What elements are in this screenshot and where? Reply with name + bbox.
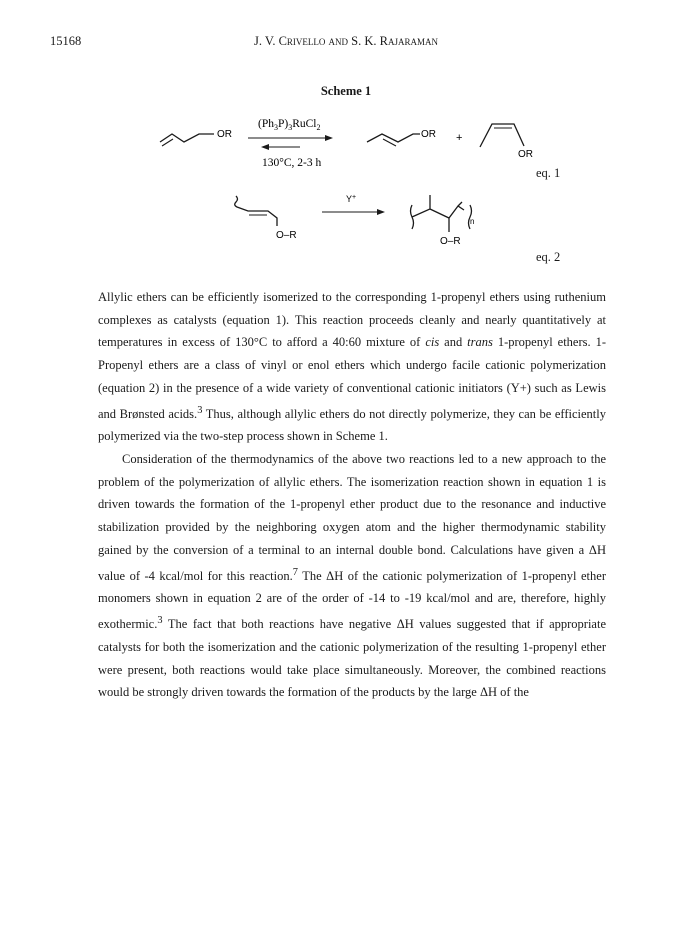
reference-mark: 7: [292, 566, 298, 578]
cis-product-or-label: OR: [518, 149, 533, 160]
equation-1-label: eq. 1: [536, 166, 561, 180]
plus-sign: +: [456, 132, 463, 144]
equilibrium-arrow: [248, 135, 333, 150]
propenyl-ether-monomer: [235, 196, 277, 226]
running-head: J. V. Crivello and S. K. Rajaraman: [254, 34, 438, 48]
polymer-repeat-unit: [411, 195, 475, 232]
body-text: [98, 286, 606, 704]
reagent-label: $(Ph_3P)_3RuCl_2$: [258, 118, 321, 132]
initiator-label: Y+: [346, 194, 357, 204]
paragraph-1: Allylic ethers can be efficiently isomerized to the corresponding 1-propenyl ethers using ruthenium complexes as catalysts (equation 1). This reaction proceeds cleanly and nearly quantitatively at temperatures in excess of 130°C to afford a 40:60 mixture of cis and trans 1-propenyl ethers. 1-Propenyl ethers are a class of vinyl or enol ethers which undergo facile cationic polymerization (equation 2) in the presence of a wide variety of conventional cationic initiators (Y+) such as Lewis and Brønsted acids.$^3$ Thus, although allylic ethers do not directly polymerize, they can be efficiently polymerized via the two-step process shown in Scheme 1.: [98, 290, 607, 444]
page-number: 15168: [50, 34, 82, 48]
allyl-ether-reactant: [160, 134, 214, 142]
paragraph-2: Consideration of the thermodynamics of the above two reactions led to a new approach to the problem of the polymerization of allylic ethers. The isomerization reaction shown in equation 1 is driven towards the formation of the 1-propenyl ether product due to the resonance and inductive stabilization provided by the neighboring oxygen atom and the higher thermodynamic stability gained by the conversion of a terminal to an internal double bond. Calculations have given a ΔH value of -4 kcal/mol for this reaction.$^7$ The ΔH of the cationic polymerization of 1-propenyl ether monomers shown in equation 2 are of the order of -14 to -19 kcal/mol and are, therefore, highly exothermic.$^3$ The fact that both reactions have negative ΔH values suggested that if appropriate catalysts for both the isomerization and the cationic polymerization of the resulting 1-propenyl ether were present, both reactions would take place simultaneously. Moreover, the combined reactions would be strongly driven towards the formation of the products by the large ΔH of the: [98, 452, 606, 700]
equation-2-label: eq. 2: [536, 250, 561, 264]
reaction-scheme: [0, 0, 692, 270]
scheme-title: Scheme 1: [320, 84, 372, 98]
conditions-label: 130°C, 2-3 h: [262, 157, 322, 169]
repeat-unit-n: n: [470, 217, 475, 226]
reactant-or-label: OR: [217, 129, 232, 140]
reference-mark: 3: [157, 615, 163, 627]
monomer-or-label: O–R: [276, 230, 297, 241]
reference-mark: 3: [197, 404, 203, 416]
polymerization-arrow: [322, 209, 385, 215]
trans-propenyl-ether-product: [367, 134, 420, 142]
polymer-or-label: O–R: [440, 236, 461, 247]
trans-product-or-label: OR: [421, 129, 436, 140]
